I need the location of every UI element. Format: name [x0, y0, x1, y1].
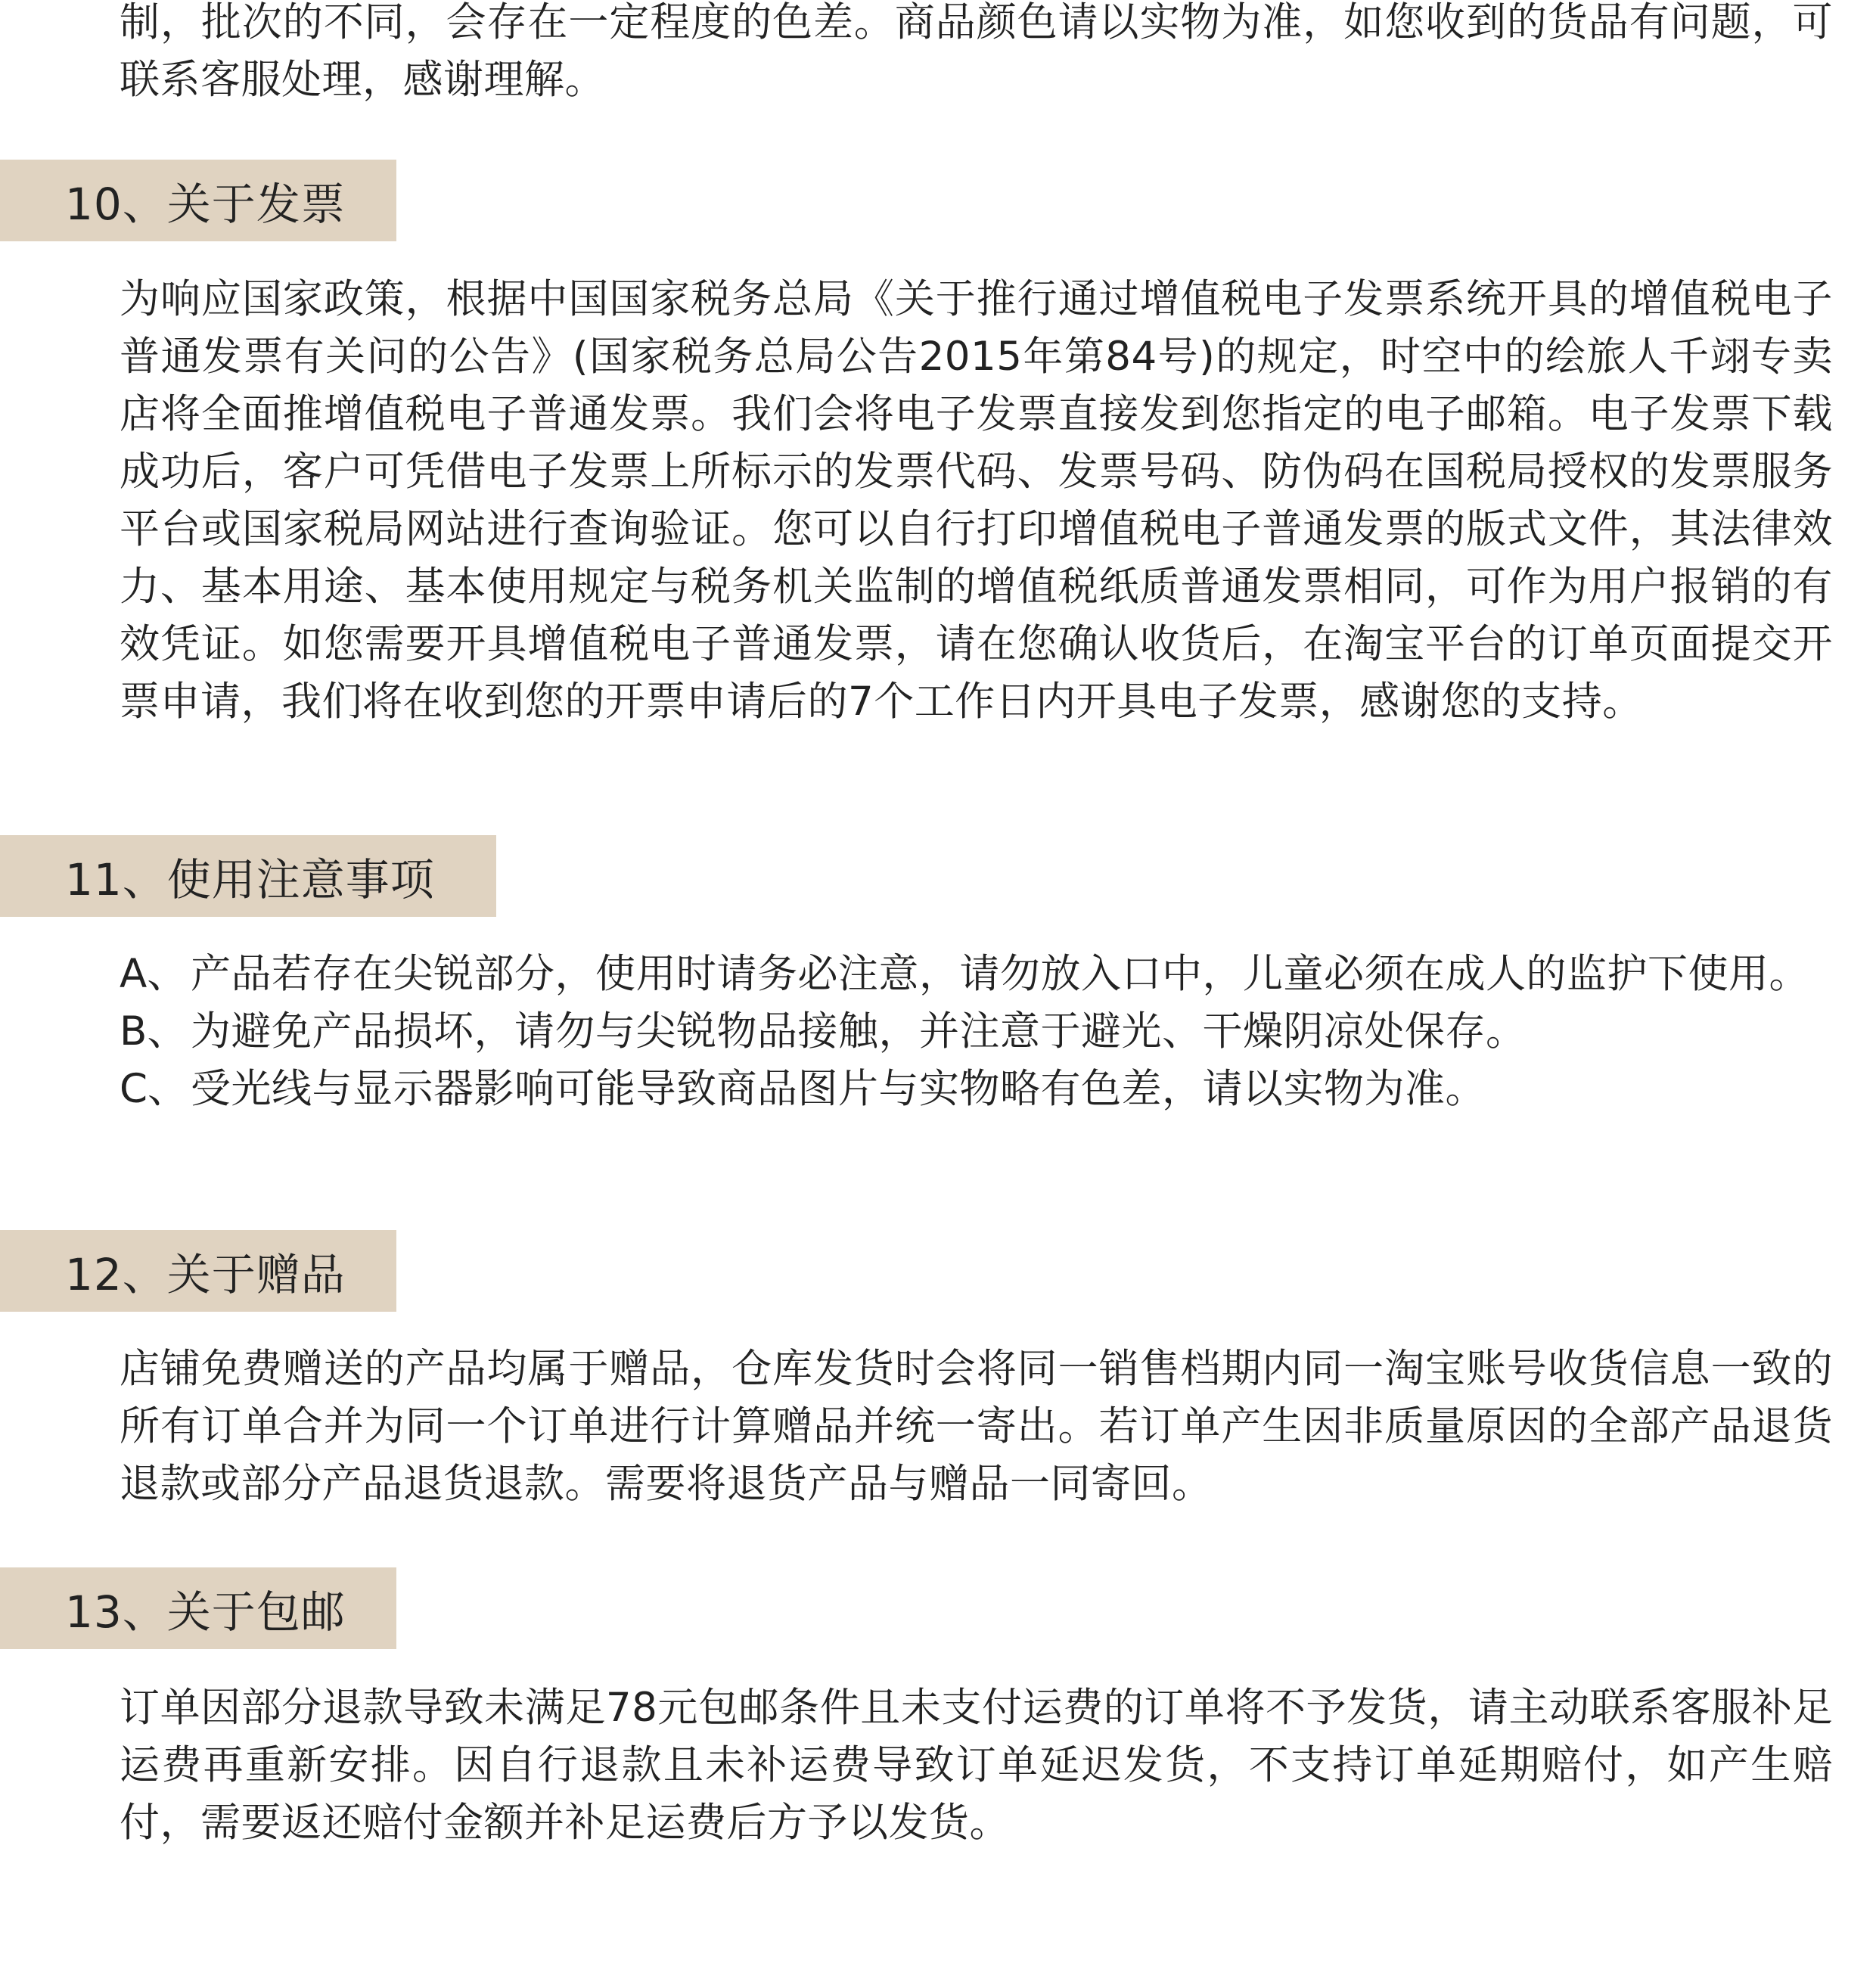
list-item — [120, 1003, 1833, 1061]
list-item-text: 为避免产品损坏，请勿与尖锐物品接触，并注意于避光、干燥阴凉处保存。 — [191, 1008, 1527, 1055]
usage-notes-list — [120, 946, 1833, 1118]
section-title-gifts: 12、关于赠品 — [65, 1249, 346, 1300]
list-item-marker: C、 — [120, 1066, 188, 1112]
section-title-invoice: 10、关于发票 — [65, 179, 346, 230]
list-item-text: 产品若存在尖锐部分，使用时请务必注意，请勿放入口中，儿童必须在成人的监护下使用。 — [191, 951, 1809, 997]
intro-paragraph: 制，批次的不同，会存在一定程度的色差。商品颜色请以实物为准，如您收到的货品有问题，可联系客服处理，感谢理解。 — [120, 0, 1833, 103]
list-item — [120, 946, 1833, 1003]
section-heading-usage-notes — [0, 835, 496, 917]
section-title-usage-notes: 11、使用注意事项 — [65, 854, 435, 906]
list-item — [120, 1061, 1833, 1118]
section-title-free-shipping: 13、关于包邮 — [65, 1586, 346, 1638]
list-item-text: 受光线与显示器影响可能导致商品图片与实物略有色差，请以实物为准。 — [191, 1066, 1486, 1112]
gifts-paragraph: 店铺免费赠送的产品均属于赠品，仓库发货时会将同一销售档期内同一淘宝账号收货信息一致的所有订单合并为同一个订单进行计算赠品并统一寄出。若订单产生因非质量原因的全部产品退货退款或部分产品退货退款。需要将退货产品与赠品一同寄回。 — [120, 1346, 1833, 1507]
free-shipping-paragraph: 订单因部分退款导致未满足78元包邮条件且未支付运费的订单将不予发货，请主动联系客服补足运费再重新安排。因自行退款且未补运费导致订单延迟发货，不支持订单延期赔付，如产生赔付，需要返还赔付金额并补足运费后方予以发货。 — [120, 1685, 1833, 1846]
section-heading-gifts — [0, 1230, 396, 1312]
list-item-marker: A、 — [120, 951, 188, 997]
section-heading-invoice — [0, 160, 396, 241]
section-heading-free-shipping — [0, 1567, 396, 1649]
list-item-marker: B、 — [120, 1008, 188, 1055]
invoice-paragraph: 为响应国家政策，根据中国国家税务总局《关于推行通过增值税电子发票系统开具的增值税电子普通发票有关问的公告》(国家税务总局公告2015年第84号)的规定，时空中的绘旅人千翊专卖店将全面推增值税电子普通发票。我们会将电子发票直接发到您指定的电子邮箱。电子发票下载成功后，客户可凭借电子发票上所标示的发票代码、发票号码、防伪码在国税局授权的发票服务平台或国家税局网站进行查询验证。您可以自行打印增值税电子普通发票的版式文件，其法律效力、基本用途、基本使用规定与税务机关监制的增值税纸质普通发票相同，可作为用户报销的有效凭证。如您需要开具增值税电子普通发票，请在您确认收货后，在淘宝平台的订单页面提交开票申请，我们将在收到您的开票申请后的7个工作日内开具电子发票，感谢您的支持。 — [120, 276, 1833, 725]
